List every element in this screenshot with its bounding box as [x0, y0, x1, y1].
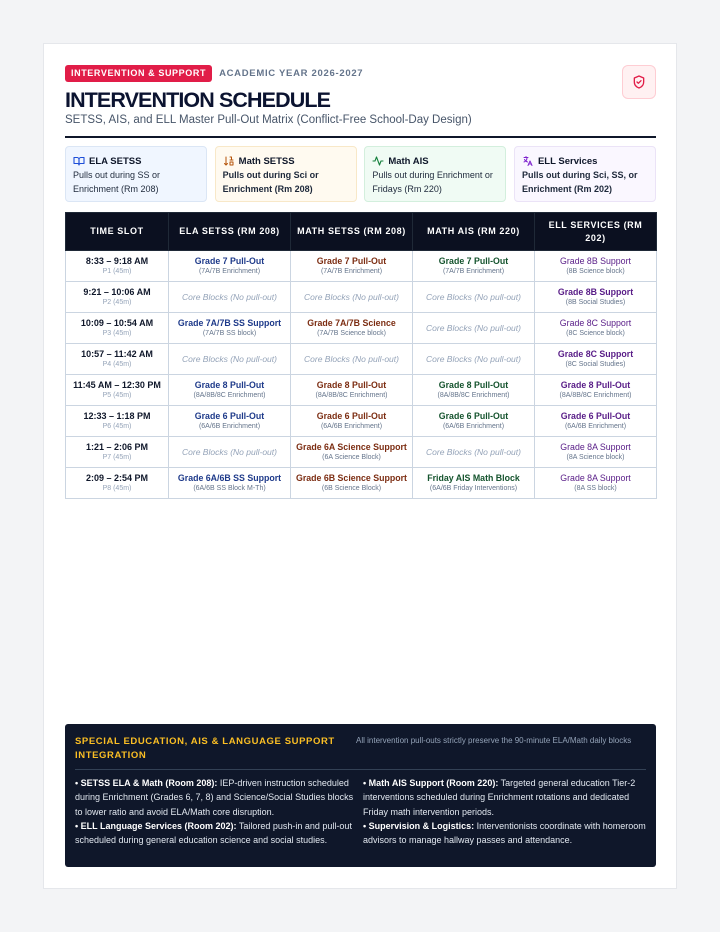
table-row	[66, 251, 657, 282]
cell-group: Grade 8A Support	[560, 473, 631, 483]
cell-group: Grade 6A Science Support	[296, 442, 407, 452]
ela-cell	[169, 251, 291, 282]
card-title: Math AIS	[388, 155, 429, 167]
notes-caption: All intervention pull-outs strictly preserve the 90-minute ELA/Math daily blocks	[356, 736, 632, 745]
time-range: 1:21 – 2:06 PM	[85, 442, 149, 452]
cell-block: (6A/6B Enrichment)	[198, 423, 261, 430]
time-slot-cell	[66, 282, 169, 313]
column-header-ela: ELA SETSS (RM 208)	[169, 213, 291, 251]
cell-group: Grade 7 Pull-Out	[316, 256, 387, 266]
cell-block: (8A/8B/8C Enrichment)	[437, 392, 510, 399]
core-block-label: Core Blocks (No pull-out)	[426, 323, 521, 333]
cell-block: (8A/8B/8C Enrichment)	[193, 392, 266, 399]
note-item: • SETSS ELA & Math (Room 208): IEP-driven instruction scheduled during Enrichment (Grades 6, 7, 8) and Science/Social Studies blocks to lower ratio and avoid ELA/Math core disruption.	[75, 778, 354, 817]
time-range: 11:45 AM – 12:30 PM	[73, 380, 161, 390]
column-header-ais: MATH AIS (RM 220)	[413, 213, 535, 251]
card-ela-setss	[65, 146, 207, 202]
cell-group: Grade 8 Pull-Out	[560, 380, 631, 390]
ela-cell	[169, 344, 291, 375]
languages-icon	[522, 155, 534, 167]
ais-cell	[413, 437, 535, 468]
time-slot-cell	[66, 313, 169, 344]
cell-group: Grade 8C Support	[559, 318, 632, 328]
time-range: 9:21 – 10:06 AM	[83, 287, 151, 297]
note-item: • Supervision & Logistics: Interventionists coordinate with homeroom advisors to manage hallway passes and attendance.	[363, 820, 646, 846]
cell-group: Grade 8 Pull-Out	[438, 380, 509, 390]
cell-group: Grade 8B Support	[557, 287, 634, 297]
ell-cell	[535, 437, 657, 468]
cell-group: Grade 7A/7B Science	[307, 318, 396, 328]
cell-block: (8B Social Studies)	[565, 299, 626, 306]
notes-left-column	[75, 776, 358, 847]
card-math-ais	[364, 146, 506, 202]
ell-cell	[535, 468, 657, 499]
ela-cell	[169, 282, 291, 313]
schedule-table	[65, 212, 657, 499]
table-row	[66, 313, 657, 344]
ais-cell	[413, 282, 535, 313]
table-row	[66, 406, 657, 437]
math-cell	[291, 282, 413, 313]
time-range: 10:09 – 10:54 AM	[80, 318, 154, 328]
cell-block: (8A/8B/8C Enrichment)	[559, 392, 632, 399]
cell-block: (6A/6B Enrichment)	[564, 423, 627, 430]
card-title: Math SETSS	[238, 155, 295, 167]
math-cell	[291, 437, 413, 468]
cell-block: (6A/6B SS Block M-Th)	[193, 485, 266, 492]
cell-group: Grade 6A/6B SS Support	[177, 473, 282, 483]
cell-block: (8C Social Studies)	[565, 361, 626, 368]
cell-block: (7A/7B Enrichment)	[320, 268, 383, 275]
table-header-row	[66, 213, 657, 251]
service-cards	[65, 146, 656, 202]
ela-cell	[169, 375, 291, 406]
cell-block: (6A Science Block)	[322, 454, 381, 461]
period-label: P8 (45m)	[102, 485, 132, 492]
note-item: • ELL Language Services (Room 202): Tailored push-in and pull-out scheduled during general education science and social studies.	[75, 820, 352, 846]
ell-cell	[535, 282, 657, 313]
cell-group: Friday AIS Math Block	[427, 473, 520, 483]
time-slot-cell	[66, 344, 169, 375]
ais-cell	[413, 468, 535, 499]
academic-year: ACADEMIC YEAR 2026-2027	[219, 68, 364, 79]
column-header-math: MATH SETSS (RM 208)	[291, 213, 413, 251]
card-body: Pulls out during SS or Enrichment (Rm 208)	[73, 170, 161, 194]
time-range: 2:09 – 2:54 PM	[85, 473, 149, 483]
ela-cell	[169, 468, 291, 499]
table-row	[66, 437, 657, 468]
time-range: 10:57 – 11:42 AM	[81, 349, 153, 359]
table-row	[66, 344, 657, 375]
notes-title: SPECIAL EDUCATION, AIS & LANGUAGE SUPPORT INTEGRATION	[75, 736, 335, 761]
period-label: P2 (45m)	[102, 299, 132, 306]
ela-cell	[169, 313, 291, 344]
ela-cell	[169, 437, 291, 468]
cell-group: Grade 6 Pull-Out	[560, 411, 631, 421]
time-range: 8:33 – 9:18 AM	[85, 256, 149, 266]
core-block-label: Core Blocks (No pull-out)	[304, 354, 399, 364]
cell-block: (7A/7B SS block)	[202, 330, 257, 337]
cell-group: Grade 8 Pull-Out	[194, 380, 265, 390]
card-body: Pulls out during Sci, SS, or Enrichment (Rm 202)	[521, 170, 638, 194]
core-block-label: Core Blocks (No pull-out)	[182, 447, 277, 457]
math-cell	[291, 406, 413, 437]
cell-group: Grade 6 Pull-Out	[438, 411, 509, 421]
cell-group: Grade 8 Pull-Out	[316, 380, 387, 390]
sort-numbers-icon	[223, 155, 235, 167]
note-item: • Math AIS Support (Room 220): Targeted general education Tier-2 interventions scheduled during Enrichment rotations and dedicated Friday math intervention periods.	[363, 778, 636, 817]
cell-group: Grade 7A/7B SS Support	[177, 318, 282, 328]
time-slot-cell	[66, 406, 169, 437]
cell-group: Grade 7 Pull-Out	[438, 256, 509, 266]
time-range: 12:33 – 1:18 PM	[83, 411, 151, 421]
cell-group: Grade 6B Science Support	[296, 473, 407, 483]
page-subtitle: SETSS, AIS, and ELL Master Pull-Out Matrix (Conflict-Free School-Day Design)	[65, 114, 472, 126]
cell-block: (8A SS block)	[574, 485, 617, 492]
period-label: P6 (45m)	[102, 423, 132, 430]
cell-group: Grade 7 Pull-Out	[194, 256, 265, 266]
book-icon	[73, 155, 85, 167]
column-header-ell: ELL SERVICES (RM 202)	[535, 213, 657, 251]
ell-cell	[535, 406, 657, 437]
cell-group: Grade 8A Support	[560, 442, 631, 452]
card-title: ELL Services	[537, 155, 598, 167]
cell-block: (6A/6B Enrichment)	[442, 423, 505, 430]
ais-cell	[413, 251, 535, 282]
cell-block: (6B Science Block)	[321, 485, 382, 492]
core-block-label: Core Blocks (No pull-out)	[426, 447, 521, 457]
title-divider	[65, 136, 656, 138]
notes-right-column	[363, 776, 646, 847]
header-meta	[65, 65, 656, 82]
table-row	[66, 468, 657, 499]
math-cell	[291, 251, 413, 282]
math-cell	[291, 375, 413, 406]
card-math-setss	[215, 146, 357, 202]
cell-block: (7A/7B Enrichment)	[198, 268, 261, 275]
cell-block: (8C Science block)	[566, 330, 625, 337]
activity-icon	[372, 155, 384, 167]
core-block-label: Core Blocks (No pull-out)	[182, 354, 277, 364]
page-title: INTERVENTION SCHEDULE	[65, 88, 331, 112]
table-row	[66, 282, 657, 313]
table-row	[66, 375, 657, 406]
ais-cell	[413, 313, 535, 344]
math-cell	[291, 468, 413, 499]
period-label: P7 (45m)	[102, 454, 132, 461]
ais-cell	[413, 375, 535, 406]
cell-block: (8A/8B/8C Enrichment)	[315, 392, 388, 399]
core-block-label: Core Blocks (No pull-out)	[304, 292, 399, 302]
schedule-page	[43, 43, 677, 889]
math-cell	[291, 313, 413, 344]
period-label: P4 (45m)	[102, 361, 132, 368]
category-badge: INTERVENTION & SUPPORT	[65, 65, 212, 82]
math-cell	[291, 344, 413, 375]
card-title: ELA SETSS	[89, 155, 142, 167]
core-block-label: Core Blocks (No pull-out)	[426, 292, 521, 302]
cell-block: (6A/6B Friday Interventions)	[429, 485, 518, 492]
cell-block: (6A/6B Enrichment)	[320, 423, 383, 430]
ela-cell	[169, 406, 291, 437]
page-content	[65, 65, 656, 499]
cell-block: (8A Science block)	[566, 454, 625, 461]
integration-notes-panel	[65, 724, 656, 867]
ell-cell	[535, 375, 657, 406]
cell-block: (7A/7B Enrichment)	[442, 268, 505, 275]
time-slot-cell	[66, 468, 169, 499]
period-label: P3 (45m)	[102, 330, 132, 337]
cell-block: (7A/7B Science block)	[317, 330, 386, 337]
cell-block: (8B Science block)	[566, 268, 625, 275]
core-block-label: Core Blocks (No pull-out)	[426, 354, 521, 364]
ell-cell	[535, 344, 657, 375]
cell-group: Grade 8C Support	[557, 349, 634, 359]
card-body: Pulls out during Enrichment or Fridays (Rm 220)	[372, 170, 493, 194]
time-slot-cell	[66, 437, 169, 468]
core-block-label: Core Blocks (No pull-out)	[182, 292, 277, 302]
ais-cell	[413, 406, 535, 437]
table-body	[66, 251, 657, 499]
period-label: P1 (45m)	[102, 268, 132, 275]
cell-group: Grade 8B Support	[560, 256, 631, 266]
shield-check-icon	[622, 65, 656, 99]
cell-group: Grade 6 Pull-Out	[316, 411, 387, 421]
time-slot-cell	[66, 251, 169, 282]
time-slot-cell	[66, 375, 169, 406]
column-header-time: TIME SLOT	[66, 213, 169, 251]
card-body: Pulls out during Sci or Enrichment (Rm 208)	[222, 170, 319, 194]
card-ell-services	[514, 146, 656, 202]
ell-cell	[535, 251, 657, 282]
ell-cell	[535, 313, 657, 344]
period-label: P5 (45m)	[102, 392, 132, 399]
cell-group: Grade 6 Pull-Out	[194, 411, 265, 421]
ais-cell	[413, 344, 535, 375]
